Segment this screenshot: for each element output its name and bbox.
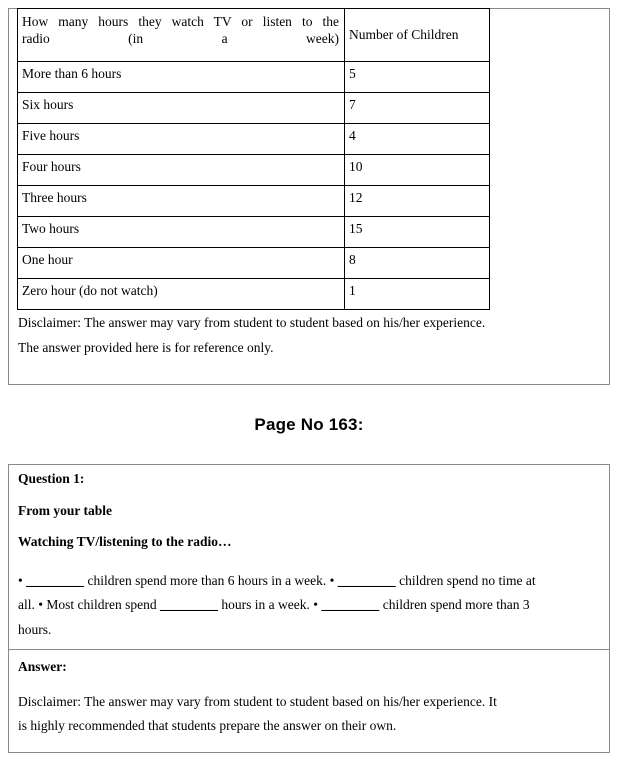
table-cell-label: Three hours [18, 186, 345, 217]
answer-blank: ________ [321, 597, 380, 613]
bullet-icon: • [329, 572, 335, 588]
table-cell-value: 4 [345, 124, 490, 155]
answer-section [18, 660, 602, 739]
answer-body [18, 690, 602, 740]
table-header-value-cell: Number of Children [345, 9, 490, 62]
table-cell-value: 15 [345, 217, 490, 248]
table-cell-label: One hour [18, 248, 345, 279]
answer-blank: ________ [26, 572, 85, 588]
table-cell-value: 7 [345, 93, 490, 124]
bullet-icon: • [313, 597, 318, 613]
table-row [18, 93, 490, 124]
table-disclaimer-line2: The answer provided here is for reference only. [18, 339, 274, 355]
question-text-1: children spend more than 6 hours in a week. [87, 572, 327, 588]
answer-blank: ________ [337, 572, 396, 588]
section-divider [9, 649, 609, 650]
question-section [18, 472, 602, 643]
question-prompt-line2: Watching TV/listening to the radio… [18, 534, 232, 549]
survey-table [17, 8, 490, 310]
question-text-3: all. [18, 597, 35, 613]
question-answer-panel [8, 464, 610, 753]
table-row [18, 124, 490, 155]
survey-table-body [18, 9, 490, 310]
table-row [18, 155, 490, 186]
bullet-icon: • [18, 572, 23, 588]
question-text-5: hours in a week. [221, 597, 310, 613]
table-row [18, 62, 490, 93]
table-row [18, 186, 490, 217]
question-prompt-line1: From your table [18, 502, 112, 518]
table-row [18, 248, 490, 279]
page-title: Page No 163: [254, 415, 364, 434]
table-cell-label: Five hours [18, 124, 345, 155]
question-body-line2 [18, 593, 602, 618]
table-panel [8, 8, 610, 385]
table-cell-value: 12 [345, 186, 490, 217]
table-row [18, 279, 490, 310]
table-header-label-line1: How many hours they watch TV or listen to the [22, 14, 339, 29]
table-row [18, 217, 490, 248]
table-disclaimer [18, 311, 602, 361]
answer-label: Answer: [18, 659, 67, 674]
table-cell-label: Zero hour (do not watch) [18, 279, 345, 310]
question-label: Question 1: [18, 471, 85, 486]
bullet-icon: • [38, 597, 43, 613]
table-cell-value: 1 [345, 279, 490, 310]
question-text-2: children spend no time at [399, 572, 536, 588]
question-body-line3: hours. [18, 622, 52, 638]
question-body-line1 [18, 569, 602, 594]
table-cell-label: Six hours [18, 93, 345, 124]
answer-blank: ________ [159, 597, 218, 613]
question-text-6: children spend more than 3 [382, 597, 530, 613]
table-cell-label: More than 6 hours [18, 62, 345, 93]
answer-body-line2: is highly recommended that students prepare the answer on their own. [18, 718, 397, 734]
table-cell-value: 8 [345, 248, 490, 279]
question-body [18, 569, 602, 644]
table-header-label-cell [18, 9, 345, 62]
table-header-label-line2: radio (in a week) [22, 31, 339, 47]
table-header-row [18, 9, 490, 62]
table-disclaimer-line1: Disclaimer: The answer may vary from student to student based on his/her experience. [18, 315, 486, 330]
answer-body-line1: Disclaimer: The answer may vary from student to student based on his/her experience. It [18, 693, 497, 709]
table-cell-value: 5 [345, 62, 490, 93]
table-cell-value: 10 [345, 155, 490, 186]
question-text-4: Most children spend [46, 597, 157, 613]
table-cell-label: Two hours [18, 217, 345, 248]
table-cell-label: Four hours [18, 155, 345, 186]
